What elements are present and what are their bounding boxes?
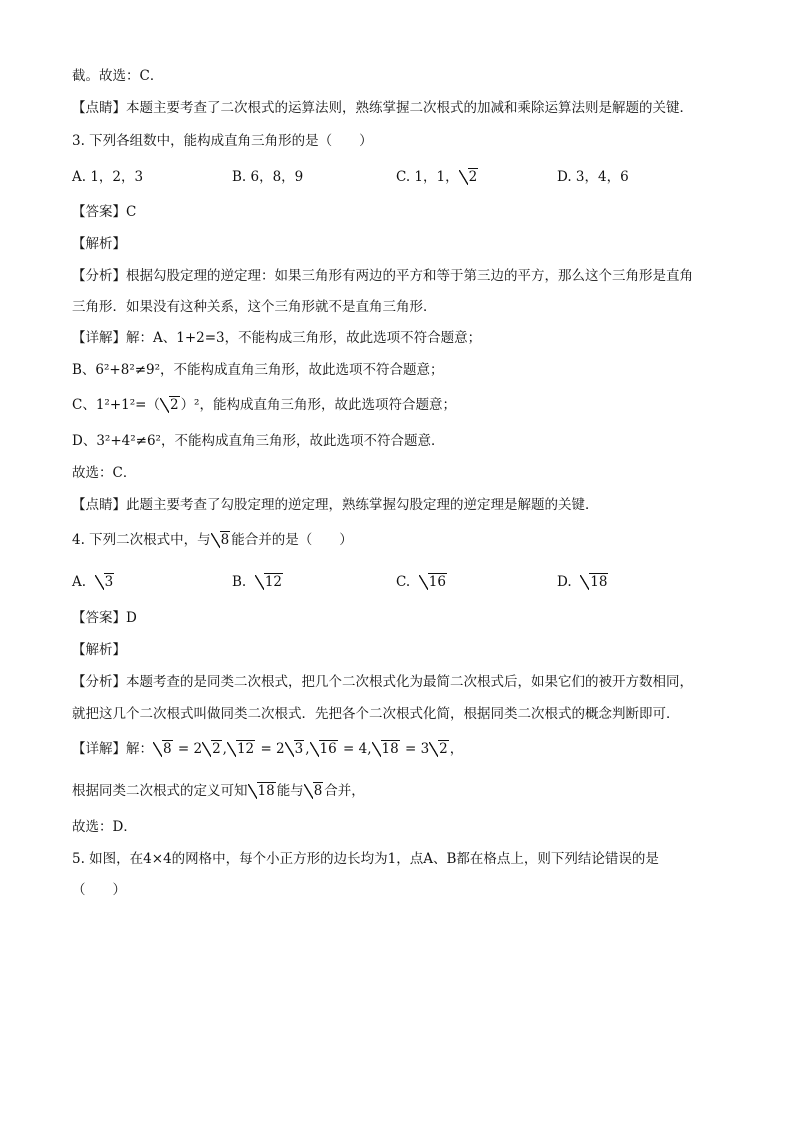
q3-detail-line-3 — [72, 395, 456, 415]
sqrt-symbol: 2 — [429, 739, 449, 759]
q4-option-d — [557, 572, 609, 592]
q3-option-c-text: C. 1，1， — [396, 169, 459, 185]
question-5-stem: 5. 如图，在4×4的网格中，每个小正方形的边长均为1，点A、B都在格点上，则下列结论错误的是 — [72, 851, 659, 867]
q3-option-a: A. 1，2，3 — [72, 169, 144, 185]
q4-option-c — [396, 572, 448, 592]
q4-analysis-line-1: 【分析】本题考查的是同类二次根式，把几个二次根式化为最简二次根式后，如果它们的被开方数相同， — [72, 674, 693, 690]
key-point-note: 【点睛】本题主要考查了二次根式的运算法则，熟练掌握二次根式的加减和乘除运算法则是解题的关键． — [72, 100, 693, 116]
sqrt-symbol: 16 — [310, 739, 338, 759]
q3-key-point: 【点睛】此题主要考查了勾股定理的逆定理，熟练掌握勾股定理的逆定理是解题的关键． — [72, 497, 599, 513]
q4-analysis-heading: 【解析】 — [72, 642, 126, 658]
q3-choice: 故选：C． — [72, 465, 137, 481]
q3-analysis-line-2: 三角形．如果没有这种关系，这个三角形就不是直角三角形． — [72, 299, 437, 315]
q4-detail-pre: 【详解】解： — [72, 741, 153, 757]
option-label: B. — [232, 574, 247, 590]
question-4-stem — [72, 530, 353, 550]
option-label: A. — [72, 574, 87, 590]
q4-detail-equation — [72, 739, 463, 759]
question-5-paren: （ ） — [72, 882, 126, 898]
q4-conclusion-mid: 能与 — [276, 783, 304, 799]
question-3-stem: 3. 下列各组数中，能构成直角三角形的是（ ） — [72, 133, 373, 149]
q3-detail-line-1: 【详解】解：A、1+2=3，不能构成三角形，故此选项不符合题意； — [72, 330, 482, 346]
eq-value: = 3 — [400, 741, 430, 757]
q3-option-b: B. 6，8，9 — [232, 169, 304, 185]
sqrt-symbol: 18 — [248, 781, 276, 801]
sqrt-symbol: 18 — [372, 739, 400, 759]
q3-answer: 【答案】C — [72, 204, 137, 220]
q3-option-d: D. 3，4，6 — [557, 169, 629, 185]
separator: , — [367, 741, 372, 757]
eq-value: = 2 — [256, 741, 285, 757]
sqrt-symbol: 2 — [160, 395, 180, 415]
q3-option-c — [396, 167, 479, 187]
eq-value: = 2 — [173, 741, 203, 757]
q3-detail-line-4: D、3²+4²≠6²，不能构成直角三角形，故此选项不符合题意． — [72, 433, 445, 449]
q4-conclusion — [72, 781, 365, 801]
q4-conclusion-post: 合并， — [324, 783, 365, 799]
separator: , — [222, 741, 227, 757]
q4-option-b — [232, 572, 284, 592]
q3-analysis-line-1: 【分析】根据勾股定理的逆定理：如果三角形有两边的平方和等于第三边的平方，那么这个三角形是直角 — [72, 268, 693, 284]
option-label: D. — [557, 574, 572, 590]
sqrt-symbol: 8 — [304, 781, 324, 801]
q4-answer: 【答案】D — [72, 610, 137, 626]
q4-choice: 故选：D． — [72, 819, 137, 835]
sqrt-symbol: 12 — [227, 739, 255, 759]
q3-analysis-heading: 【解析】 — [72, 236, 126, 252]
sqrt-symbol: 2 — [202, 739, 222, 759]
separator: , — [305, 741, 310, 757]
sqrt-symbol: 12 — [255, 572, 283, 592]
separator: ， — [449, 741, 464, 757]
q3-detail-line-3-pre: C、1²+1²=（ — [72, 397, 160, 413]
q4-conclusion-pre: 根据同类二次根式的定义可知 — [72, 783, 248, 799]
text-line: 截。故选：C． — [72, 68, 164, 84]
q4-analysis-line-2: 就把这几个二次根式叫做同类二次根式．先把各个二次根式化简，根据同类二次根式的概念判断即可． — [72, 706, 680, 722]
sqrt-symbol: 8 — [211, 530, 231, 550]
sqrt-symbol: 18 — [580, 572, 608, 592]
q4-option-a — [72, 572, 115, 592]
eq-value: = 4 — [338, 741, 368, 757]
q3-detail-line-3-post: ）²，能构成直角三角形，故此选项符合题意； — [180, 397, 456, 413]
q3-detail-line-2: B、6²+8²≠9²，不能构成直角三角形，故此选项不符合题意； — [72, 362, 444, 378]
sqrt-symbol: 3 — [285, 739, 305, 759]
option-label: C. — [396, 574, 411, 590]
q4-stem-pre: 4. 下列二次根式中，与 — [72, 532, 211, 548]
q4-stem-post: 能合并的是（ ） — [231, 532, 353, 548]
sqrt-symbol: 2 — [459, 167, 479, 187]
sqrt-symbol: 3 — [95, 572, 115, 592]
sqrt-symbol: 16 — [419, 572, 447, 592]
sqrt-symbol: 8 — [153, 739, 173, 759]
